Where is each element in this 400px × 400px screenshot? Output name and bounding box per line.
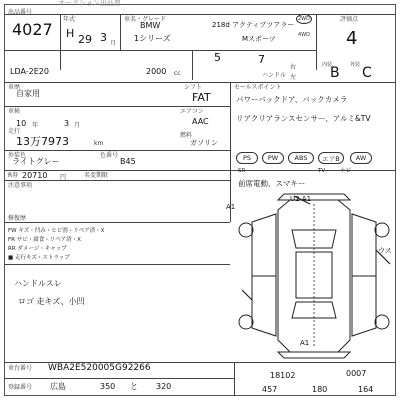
vin-value: WBA2E520005G92266 xyxy=(48,363,151,373)
car-left-side xyxy=(252,214,276,336)
defect-row-1: FW キズ・凹み・ヒビ割・リペア済・X xyxy=(8,228,105,234)
header-title: オークション出品票 xyxy=(58,0,121,7)
wheel-rear-right xyxy=(375,315,389,329)
displacement: 2000 xyxy=(146,67,167,76)
inspection-month: 3 xyxy=(64,119,70,128)
color-value: ライトグレー xyxy=(12,157,60,166)
car-roof xyxy=(296,252,332,298)
recycle-value: 20710 xyxy=(22,171,48,180)
header-rule xyxy=(4,14,396,15)
diagram-mark-top: U2 A1 xyxy=(290,195,312,203)
ac-label: エアコン xyxy=(180,108,204,115)
row-rule-4 xyxy=(4,150,230,151)
color-label: 外装色 xyxy=(8,152,27,159)
sales-points-label: セールスポイント xyxy=(234,84,282,91)
mileage-label: 走行 xyxy=(8,128,21,135)
mileage-unit: km xyxy=(94,140,104,147)
model-code: LDA-2E20 xyxy=(10,67,49,76)
equip-note: 前席電動、スマキー xyxy=(238,179,306,188)
diagram-mark-side: ウス xyxy=(378,247,392,255)
handle-label: ハンドル xyxy=(262,72,287,79)
equip-sr: SR xyxy=(238,168,246,174)
dims-5: 164 xyxy=(358,385,374,394)
wheel-rear-left xyxy=(239,315,253,329)
history-label: 車歴 xyxy=(8,84,21,91)
score-label: 評価点 xyxy=(340,16,359,23)
score-value: 4 xyxy=(346,28,358,49)
cc-divider xyxy=(192,50,193,80)
dims-3: 457 xyxy=(262,385,278,394)
sales-point-2: リアクリアランスセンサー、アルミ&TV xyxy=(236,114,371,123)
diagram-mark-bottom: A1 xyxy=(300,339,310,347)
row-rule-5 xyxy=(4,170,396,171)
defect-row-2: FR サビ・腐食・リペア済・X xyxy=(8,237,81,243)
handle-left: 左 xyxy=(290,74,297,81)
plate-kana: と xyxy=(130,382,138,391)
row-rule-3 xyxy=(4,106,230,107)
interior-grade: B xyxy=(330,65,340,81)
repair-label: 修復歴 xyxy=(8,215,27,222)
handwritten-note-2: ロゴ 走キズ、小凹 xyxy=(18,297,85,306)
year-label: 年式 xyxy=(63,16,76,23)
mileage-value: 13万7973 xyxy=(16,135,69,148)
name-change-label: 名変期限 xyxy=(84,172,109,179)
row-rule-7 xyxy=(4,222,230,223)
vin-label: 車台番号 xyxy=(8,365,33,372)
drive-2wd: 2WD xyxy=(296,14,312,24)
drive-4wd: 4WD xyxy=(298,32,310,38)
dims-2: 0007 xyxy=(346,369,367,378)
year-era: H xyxy=(66,27,75,40)
lot-divider xyxy=(60,14,61,70)
equip-aw: AW xyxy=(350,152,372,164)
car-diagram xyxy=(232,190,396,362)
shift-label: シフト xyxy=(184,84,203,91)
equip-ps: PS xyxy=(236,152,258,164)
ac-value: AAC xyxy=(192,117,209,126)
exterior-label: 外装 xyxy=(350,62,361,68)
row-rule-10 xyxy=(4,378,234,379)
inspection-month-unit: 月 xyxy=(74,122,81,129)
interior-label: 内装 xyxy=(322,62,333,68)
inspection-year: 10 xyxy=(16,119,27,128)
recycle-label: R券 xyxy=(8,172,19,179)
series: 1シリーズ xyxy=(134,34,171,43)
handwritten-note-1: ハンドルスレ xyxy=(14,279,62,288)
car-rear-bumper xyxy=(278,352,350,358)
row-rule-8 xyxy=(4,264,230,265)
car-right-side xyxy=(352,214,376,336)
plate-region: 広島 xyxy=(50,382,66,391)
year-value: 29 xyxy=(78,33,92,46)
dims-divider xyxy=(234,362,235,396)
equip-tv: TV xyxy=(318,168,326,174)
equip-airbag: エアB xyxy=(318,152,344,164)
shift-value: FAT xyxy=(192,91,211,104)
equip-pw: PW xyxy=(262,152,284,164)
drive-divider xyxy=(316,14,317,70)
color-code: B45 xyxy=(120,157,136,166)
model-label: 車名・グレード xyxy=(124,16,167,23)
lot-number: 4027 xyxy=(12,20,53,39)
equip-abs: ABS xyxy=(288,152,314,164)
row-rule-2 xyxy=(4,82,396,83)
seats-value: 7 xyxy=(258,53,265,66)
lot-label: 出品番号 xyxy=(8,9,33,16)
dims-1: 18102 xyxy=(270,371,296,380)
dims-4: 180 xyxy=(312,385,328,394)
wheel-front-right xyxy=(375,223,389,237)
car-front-bumper xyxy=(278,194,350,200)
wheel-front-left xyxy=(239,223,253,237)
history-value: 自家用 xyxy=(16,89,40,98)
grade-line-2: Mスポーツ xyxy=(242,35,276,43)
recycle-unit: 円 xyxy=(60,174,67,181)
month-value: 3 xyxy=(100,31,107,44)
maker: BMW xyxy=(140,21,161,30)
handle-right: 右 xyxy=(290,64,297,71)
defect-row-4: ■ 走行キズ・ストラップ xyxy=(8,255,70,261)
diagram-mark-a1: A1 xyxy=(226,203,236,211)
plate-label: 登録番号 xyxy=(8,384,33,391)
grade-line-1: 218d アクティブツアラー xyxy=(212,21,295,29)
row-rule-1 xyxy=(4,50,316,51)
exterior-grade: C xyxy=(362,65,372,81)
fuel-value: ガソリン xyxy=(190,139,218,147)
sales-point-1: パワーバックドア、バックカメラ xyxy=(236,95,348,104)
notes-label: 注意事項 xyxy=(8,182,33,189)
doors-value: 5 xyxy=(214,51,221,64)
shift-divider xyxy=(230,82,231,222)
color-code-label: 色番号 xyxy=(100,152,119,159)
inspection-year-unit: 年 xyxy=(32,122,39,129)
year-divider xyxy=(120,14,121,50)
month-unit: 月 xyxy=(110,40,117,47)
row-rule-6 xyxy=(4,180,230,181)
displacement-unit: cc xyxy=(174,70,181,77)
damage-mark-left xyxy=(242,290,252,300)
fuel-label: 燃料 xyxy=(180,132,193,139)
defect-row-3: RR ダメージ・キャップ xyxy=(8,246,67,252)
plate-class: 350 xyxy=(100,382,116,391)
plate-number: 320 xyxy=(156,382,172,391)
equip-navi: ナビ xyxy=(340,168,352,174)
inspection-label: 車検 xyxy=(8,108,21,115)
